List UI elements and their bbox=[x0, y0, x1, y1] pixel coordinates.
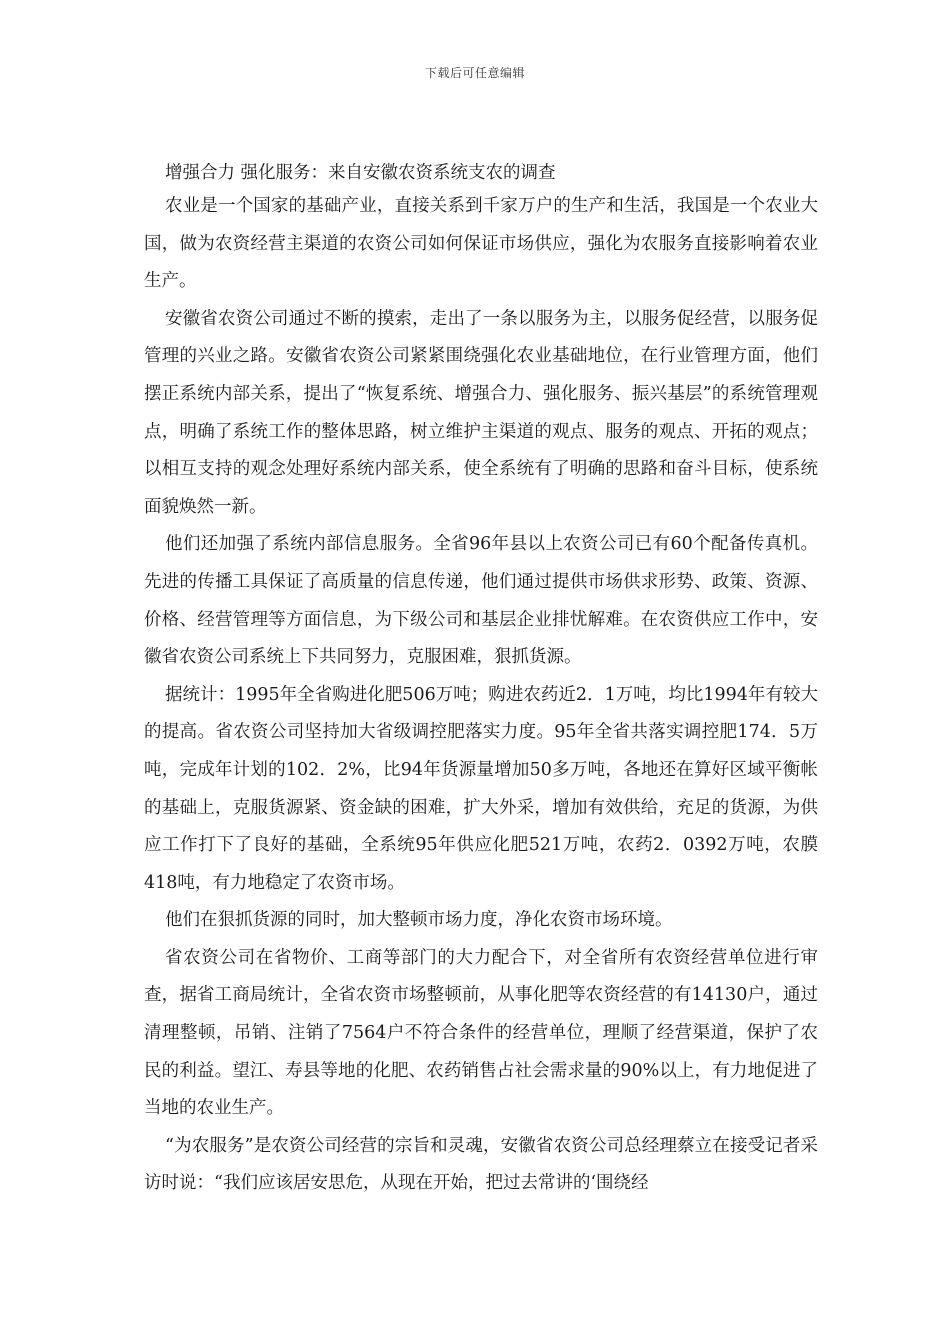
document-title: 增强合力 强化服务：来自安徽农资系统支农的调查 bbox=[165, 163, 556, 183]
paragraph-system-management: 安徽省农资公司通过不断的摸索，走出了一条以服务为主，以服务促经营，以服务促管理的兴业之路。安徽省农资公司紧紧围绕强化农业基础地位，在行业管理方面，他们摆正系统内部关系，提出了“恢复系统、增强合力、强化服务、振兴基层”的系统管理观点，明确了系统工作的整体思路，树立维护主渠道的观点、服务的观点、开拓的观点；以相互支持的观念处理好系统内部关系，使全系统有了明确的思路和奋斗目标，使系统面貌焕然一新。 bbox=[144, 308, 818, 517]
page-header-note: 下载后可任意编辑 bbox=[424, 66, 525, 80]
paragraph-intro: 农业是一个国家的基础产业，直接关系到千家万户的生产和生活，我国是一个农业大国，做为农资经营主渠道的农资公司如何保证市场供应，强化为农服务直接影响着农业生产。 bbox=[144, 196, 818, 292]
paragraph-information-service: 他们还加强了系统内部信息服务。全省96年县以上农资公司已有60个配备传真机。先进的传播工具保证了高质量的信息传递，他们通过提供市场供求形势、政策、资源、价格、经营管理等方面信息，为下级公司和基层企业排忧解难。在农资供应工作中，安徽省农资公司系统上下共同努力，克服困难，狠抓货源。 bbox=[144, 534, 818, 668]
paragraph-market-rectification: 他们在狠抓货源的同时，加大整顿市场力度，净化农资市场环境。 bbox=[165, 910, 673, 931]
paragraph-serving-farmers: “为农服务”是农资公司经营的宗旨和灵魂，安徽省农资公司总经理蔡立在接受记者采访时说：“我们应该居安思危，从现在开始，把过去常讲的‘围绕经 bbox=[144, 1135, 818, 1194]
paragraph-statistics: 据统计：1995年全省购进化肥506万吨；购进农药近2．1万吨，均比1994年有较大的提高。省农资公司坚持加大省级调控肥落实力度。95年全省共落实调控肥174．5万吨，完成年计划的102．2%，比94年货源量增加50多万吨，各地还在算好区域平衡帐的基础上，克服货源紧、资金缺的困难，扩大外采，增加有效供给，充足的货源，为供应工作打下了良好的基础，全系统95年供应化肥521万吨，农药2．0392万吨，农膜418吨，有力地稳定了农资市场。 bbox=[144, 684, 818, 893]
document-body bbox=[144, 158, 818, 1203]
paragraph-review: 省农资公司在省物价、工商等部门的大力配合下，对全省所有农资经营单位进行审查，据省工商局统计，全省农资市场整顿前，从事化肥等农资经营的有14130户，通过清理整顿，吊销、注销了7564户不符合条件的经营单位，理顺了经营渠道，保护了农民的利益。望江、寿县等地的化肥、农药销售占社会需求量的90%以上，有力地促进了当地的农业生产。 bbox=[144, 947, 818, 1119]
